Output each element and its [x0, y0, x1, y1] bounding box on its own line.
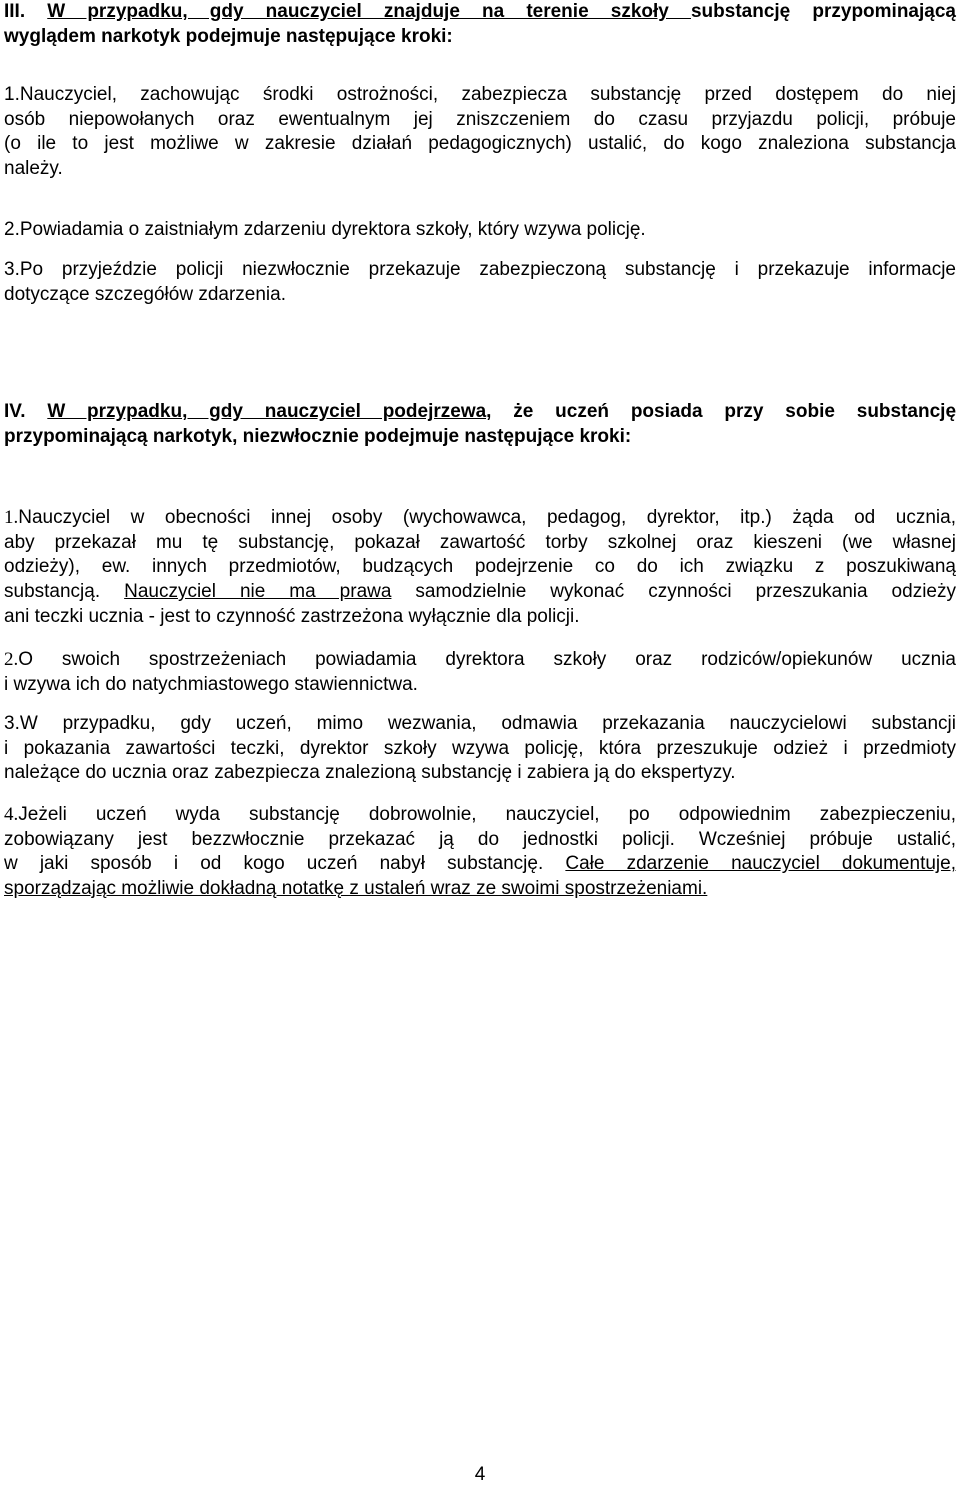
paragraph-line: należące do ucznia oraz zabezpiecza znalezioną substancję i zabiera ją do ekspertyzy. [4, 762, 736, 784]
item-number: 1. [4, 507, 19, 528]
emphasis-underlined: sporządzając możliwie dokładną notatkę z ustaleń wraz ze swoimi spostrzeżeniami. [4, 878, 708, 900]
heading-text: substancję przypominającą [690, 1, 956, 22]
section-iv-item-4 [4, 803, 956, 902]
heading-underlined: W przypadku, gdy nauczyciel znajduje na terenie szkoły [47, 1, 691, 22]
paragraph-line: zobowiązany jest bezzwłocznie przekazać ją do jednostki policji. Wcześniej próbuje ustalić, [4, 828, 956, 850]
paragraph-line: 3.W przypadku, gdy uczeń, mimo wezwania, odmawia przekazania nauczycielowi substancji [4, 713, 956, 734]
paragraph-line: 3.Po przyjeździe policji niezwłocznie przekazuje zabezpieczoną substancję i przekazuje informacje [4, 259, 956, 280]
paragraph-line: aby przekazał mu tę substancję, pokazał zawartość torby szkolnej oraz kieszeni (we własnej [4, 531, 956, 553]
page-number: 4 [474, 1464, 486, 1485]
section-number: III. [4, 1, 48, 22]
paragraph-text: O swoich spostrzeżeniach powiadamia dyrektora szkoły oraz rodziców/opiekunów ucznia [18, 649, 956, 670]
heading-line: przypominającą narkotyk, niezwłocznie podejmuje następujące kroki: [4, 425, 632, 447]
section-iii-heading [4, 0, 956, 49]
heading-line: wyglądem narkotyk podejmuje następujące kroki: [4, 25, 453, 47]
item-number: 4. [4, 804, 19, 825]
paragraph-line: (o ile to jest możliwe w zakresie działań pedagogicznych) ustalić, do kogo znaleziona substancja [4, 133, 956, 155]
section-iv-heading [4, 400, 956, 449]
section-iii-item-2 [4, 218, 956, 243]
emphasis-underlined: Całe zdarzenie nauczyciel dokumentuje, [565, 853, 956, 875]
paragraph-line: ani teczki ucznia - jest to czynność zastrzeżona wyłącznie dla policji. [4, 605, 580, 627]
heading-text: że uczeń posiada przy sobie substancję [491, 401, 957, 422]
section-iii-item-1 [4, 83, 956, 182]
section-number: IV. [4, 401, 48, 422]
paragraph-line: należy. [4, 158, 63, 180]
paragraph-line: i wzywa ich do natychmiastowego stawiennictwa. [4, 673, 418, 695]
section-iv-item-3 [4, 712, 956, 786]
item-number: 2. [4, 649, 19, 670]
section-iv-item-2 [4, 648, 956, 697]
paragraph-line: odzieży), ew. innych przedmiotów, budzących podejrzenie co do ich związku z poszukiwaną [4, 556, 956, 578]
paragraph-text: substancją. [4, 581, 125, 603]
section-iii-item-3 [4, 258, 956, 307]
section-iv-item-1 [4, 506, 956, 630]
paragraph-text: Jeżeli uczeń wyda substancję dobrowolnie, nauczyciel, po odpowiednim zabezpieczeniu, [18, 804, 956, 825]
emphasis-underlined: Nauczyciel nie ma prawa [124, 581, 392, 603]
paragraph-text: Nauczyciel w obecności innej osoby (wychowawca, pedagog, dyrektor, itp.) żąda od ucznia, [18, 507, 956, 528]
paragraph-line: osób niepowołanych oraz ewentualnym jej zniszczeniem do czasu przyjazdu policji, próbuje [4, 108, 956, 130]
paragraph-line: 1.Nauczyciel, zachowując środki ostrożności, zabezpiecza substancję przed dostępem do niej [4, 84, 956, 105]
paragraph-line: dotyczące szczegółów zdarzenia. [4, 283, 286, 305]
paragraph-text: samodzielnie wykonać czynności przeszukania odzieży [391, 581, 956, 603]
paragraph-text: w jaki sposób i od kogo uczeń nabył substancję. [4, 853, 566, 875]
paragraph-line: i pokazania zawartości teczki, dyrektor szkoły wzywa policję, która przeszukuje odzież i przedmioty [4, 737, 956, 759]
heading-underlined: W przypadku, gdy nauczyciel podejrzewa, [47, 401, 492, 422]
paragraph-line: 2.Powiadamia o zaistniałym zdarzeniu dyrektora szkoły, który wzywa policję. [4, 219, 646, 240]
